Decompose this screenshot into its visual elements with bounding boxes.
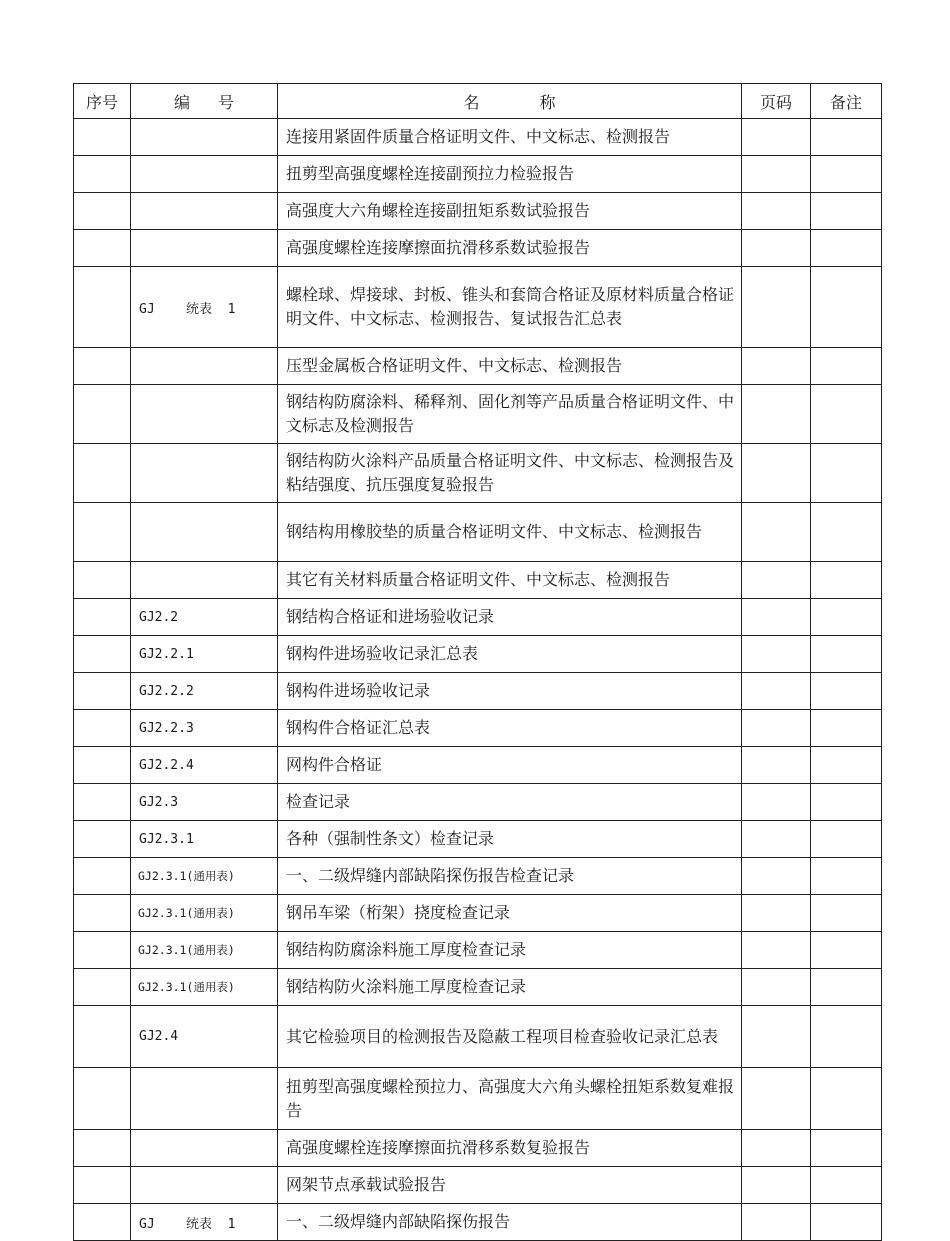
table-row bbox=[74, 1006, 882, 1068]
header-code-b: 号 bbox=[218, 92, 235, 112]
note-cell bbox=[811, 932, 882, 969]
page-cell bbox=[742, 503, 811, 562]
seq-cell bbox=[74, 156, 131, 193]
name-cell: 连接用紧固件质量合格证明文件、中文标志、检测报告 bbox=[278, 119, 742, 156]
page-cell bbox=[742, 1068, 811, 1130]
page-cell bbox=[742, 193, 811, 230]
name-cell: 扭剪型高强度螺栓连接副预拉力检验报告 bbox=[278, 156, 742, 193]
code-cell: GJ2.3 bbox=[131, 784, 278, 821]
seq-cell bbox=[74, 119, 131, 156]
note-cell bbox=[811, 673, 882, 710]
seq-cell bbox=[74, 562, 131, 599]
note-cell bbox=[811, 193, 882, 230]
note-cell bbox=[811, 1204, 882, 1241]
table-row bbox=[74, 156, 882, 193]
name-cell: 检查记录 bbox=[278, 784, 742, 821]
code-cell bbox=[131, 119, 278, 156]
seq-cell bbox=[74, 932, 131, 969]
table-row bbox=[74, 119, 882, 156]
seq-cell bbox=[74, 895, 131, 932]
code-cell: GJ2.2.4 bbox=[131, 747, 278, 784]
note-cell bbox=[811, 895, 882, 932]
name-cell: 钢结构防腐涂料、稀释剂、固化剂等产品质量合格证明文件、中文标志及检测报告 bbox=[278, 385, 742, 444]
code-cell: GJ2.2.1 bbox=[131, 636, 278, 673]
header-name-a: 名 bbox=[463, 92, 480, 112]
table-row bbox=[74, 444, 882, 503]
page-cell bbox=[742, 348, 811, 385]
note-cell bbox=[811, 1130, 882, 1167]
name-cell: 网构件合格证 bbox=[278, 747, 742, 784]
seq-cell bbox=[74, 673, 131, 710]
name-cell: 钢结构合格证和进场验收记录 bbox=[278, 599, 742, 636]
code-cell bbox=[131, 444, 278, 503]
note-cell bbox=[811, 821, 882, 858]
code-cell: GJ2.3.1(通用表) bbox=[131, 969, 278, 1006]
code-cell: GJ2.3.1(通用表) bbox=[131, 858, 278, 895]
header-name-b: 称 bbox=[539, 92, 556, 112]
table-row bbox=[74, 1167, 882, 1204]
page-cell bbox=[742, 858, 811, 895]
note-cell bbox=[811, 784, 882, 821]
table-row bbox=[74, 267, 882, 348]
table-row bbox=[74, 599, 882, 636]
seq-cell bbox=[74, 1130, 131, 1167]
table-row bbox=[74, 348, 882, 385]
code-cell: GJ 统表 1 bbox=[131, 267, 278, 348]
name-cell: 扭剪型高强度螺栓预拉力、高强度大六角头螺栓扭矩系数复难报告 bbox=[278, 1068, 742, 1130]
code-cell bbox=[131, 348, 278, 385]
name-cell: 其它检验项目的检测报告及隐蔽工程项目检查验收记录汇总表 bbox=[278, 1006, 742, 1068]
table-row bbox=[74, 932, 882, 969]
code-cell bbox=[131, 1130, 278, 1167]
seq-cell bbox=[74, 747, 131, 784]
page-cell bbox=[742, 710, 811, 747]
name-cell: 钢结构防火涂料产品质量合格证明文件、中文标志、检测报告及粘结强度、抗压强度复验报告 bbox=[278, 444, 742, 503]
name-cell: 压型金属板合格证明文件、中文标志、检测报告 bbox=[278, 348, 742, 385]
name-cell: 钢构件进场验收记录 bbox=[278, 673, 742, 710]
table-row bbox=[74, 858, 882, 895]
note-cell bbox=[811, 267, 882, 348]
name-cell: 高强度螺栓连接摩擦面抗滑移系数复验报告 bbox=[278, 1130, 742, 1167]
name-cell: 其它有关材料质量合格证明文件、中文标志、检测报告 bbox=[278, 562, 742, 599]
note-cell bbox=[811, 119, 882, 156]
page-cell bbox=[742, 1204, 811, 1241]
table-row bbox=[74, 784, 882, 821]
code-cell: GJ2.2.2 bbox=[131, 673, 278, 710]
seq-cell bbox=[74, 784, 131, 821]
page-cell bbox=[742, 1167, 811, 1204]
name-cell: 钢构件进场验收记录汇总表 bbox=[278, 636, 742, 673]
table-row bbox=[74, 895, 882, 932]
table-row bbox=[74, 1130, 882, 1167]
code-cell: GJ 统表 1 bbox=[131, 1204, 278, 1241]
seq-cell bbox=[74, 858, 131, 895]
name-cell: 一、二级焊缝内部缺陷探伤报告 bbox=[278, 1204, 742, 1241]
note-cell bbox=[811, 636, 882, 673]
name-cell: 钢结构防火涂料施工厚度检查记录 bbox=[278, 969, 742, 1006]
seq-cell bbox=[74, 385, 131, 444]
page-cell bbox=[742, 1006, 811, 1068]
seq-cell bbox=[74, 821, 131, 858]
name-cell: 各种（强制性条文）检查记录 bbox=[278, 821, 742, 858]
seq-cell bbox=[74, 1068, 131, 1130]
seq-cell bbox=[74, 1006, 131, 1068]
seq-cell bbox=[74, 444, 131, 503]
page-cell bbox=[742, 156, 811, 193]
page-cell bbox=[742, 932, 811, 969]
code-cell bbox=[131, 503, 278, 562]
seq-cell bbox=[74, 1204, 131, 1241]
code-cell: GJ2.2.3 bbox=[131, 710, 278, 747]
header-code-a: 编 bbox=[173, 92, 190, 112]
header-note: 备注 bbox=[811, 84, 882, 119]
note-cell bbox=[811, 156, 882, 193]
header-row bbox=[74, 84, 882, 119]
note-cell bbox=[811, 385, 882, 444]
name-cell: 一、二级焊缝内部缺陷探伤报告检查记录 bbox=[278, 858, 742, 895]
seq-cell bbox=[74, 267, 131, 348]
note-cell bbox=[811, 599, 882, 636]
header-name bbox=[278, 84, 742, 119]
code-cell: GJ2.3.1(通用表) bbox=[131, 895, 278, 932]
name-cell: 网架节点承载试验报告 bbox=[278, 1167, 742, 1204]
page-cell bbox=[742, 599, 811, 636]
seq-cell bbox=[74, 503, 131, 562]
page-cell bbox=[742, 1130, 811, 1167]
page-cell bbox=[742, 119, 811, 156]
code-cell bbox=[131, 385, 278, 444]
table-row bbox=[74, 747, 882, 784]
table-row bbox=[74, 710, 882, 747]
page-cell bbox=[742, 385, 811, 444]
name-cell: 高强度螺栓连接摩擦面抗滑移系数试验报告 bbox=[278, 230, 742, 267]
name-cell: 高强度大六角螺栓连接副扭矩系数试验报告 bbox=[278, 193, 742, 230]
document-index-table bbox=[73, 83, 882, 1241]
code-cell bbox=[131, 1068, 278, 1130]
seq-cell bbox=[74, 636, 131, 673]
seq-cell bbox=[74, 348, 131, 385]
name-cell: 螺栓球、焊接球、封板、锥头和套筒合格证及原材料质量合格证明文件、中文标志、检测报告、复试报告汇总表 bbox=[278, 267, 742, 348]
note-cell bbox=[811, 562, 882, 599]
seq-cell bbox=[74, 193, 131, 230]
table-row bbox=[74, 821, 882, 858]
page-cell bbox=[742, 895, 811, 932]
table-row bbox=[74, 562, 882, 599]
table-row bbox=[74, 193, 882, 230]
page-cell bbox=[742, 969, 811, 1006]
seq-cell bbox=[74, 710, 131, 747]
page-cell bbox=[742, 784, 811, 821]
note-cell bbox=[811, 230, 882, 267]
seq-cell bbox=[74, 1167, 131, 1204]
note-cell bbox=[811, 969, 882, 1006]
seq-cell bbox=[74, 230, 131, 267]
table-row bbox=[74, 385, 882, 444]
seq-cell bbox=[74, 969, 131, 1006]
code-cell bbox=[131, 562, 278, 599]
header-seq: 序号 bbox=[74, 84, 131, 119]
note-cell bbox=[811, 747, 882, 784]
table-row bbox=[74, 1204, 882, 1241]
table-row bbox=[74, 673, 882, 710]
code-cell bbox=[131, 230, 278, 267]
page-cell bbox=[742, 821, 811, 858]
seq-cell bbox=[74, 599, 131, 636]
page-cell bbox=[742, 747, 811, 784]
note-cell bbox=[811, 348, 882, 385]
note-cell bbox=[811, 1068, 882, 1130]
name-cell: 钢结构防腐涂料施工厚度检查记录 bbox=[278, 932, 742, 969]
code-cell: GJ2.3.1(通用表) bbox=[131, 932, 278, 969]
code-cell bbox=[131, 193, 278, 230]
note-cell bbox=[811, 503, 882, 562]
note-cell bbox=[811, 444, 882, 503]
page-cell bbox=[742, 267, 811, 348]
note-cell bbox=[811, 710, 882, 747]
note-cell bbox=[811, 1006, 882, 1068]
header-code bbox=[131, 84, 278, 119]
code-cell bbox=[131, 1167, 278, 1204]
code-cell: GJ2.3.1 bbox=[131, 821, 278, 858]
page-cell bbox=[742, 230, 811, 267]
table-row bbox=[74, 230, 882, 267]
name-cell: 钢构件合格证汇总表 bbox=[278, 710, 742, 747]
note-cell bbox=[811, 1167, 882, 1204]
header-page: 页码 bbox=[742, 84, 811, 119]
page-cell bbox=[742, 673, 811, 710]
table-row bbox=[74, 636, 882, 673]
name-cell: 钢吊车梁（桁架）挠度检查记录 bbox=[278, 895, 742, 932]
code-cell: GJ2.4 bbox=[131, 1006, 278, 1068]
code-cell: GJ2.2 bbox=[131, 599, 278, 636]
note-cell bbox=[811, 858, 882, 895]
page-cell bbox=[742, 636, 811, 673]
page-cell bbox=[742, 444, 811, 503]
table-row bbox=[74, 969, 882, 1006]
page-cell bbox=[742, 562, 811, 599]
table-row bbox=[74, 1068, 882, 1130]
name-cell: 钢结构用橡胶垫的质量合格证明文件、中文标志、检测报告 bbox=[278, 503, 742, 562]
table-row bbox=[74, 503, 882, 562]
code-cell bbox=[131, 156, 278, 193]
